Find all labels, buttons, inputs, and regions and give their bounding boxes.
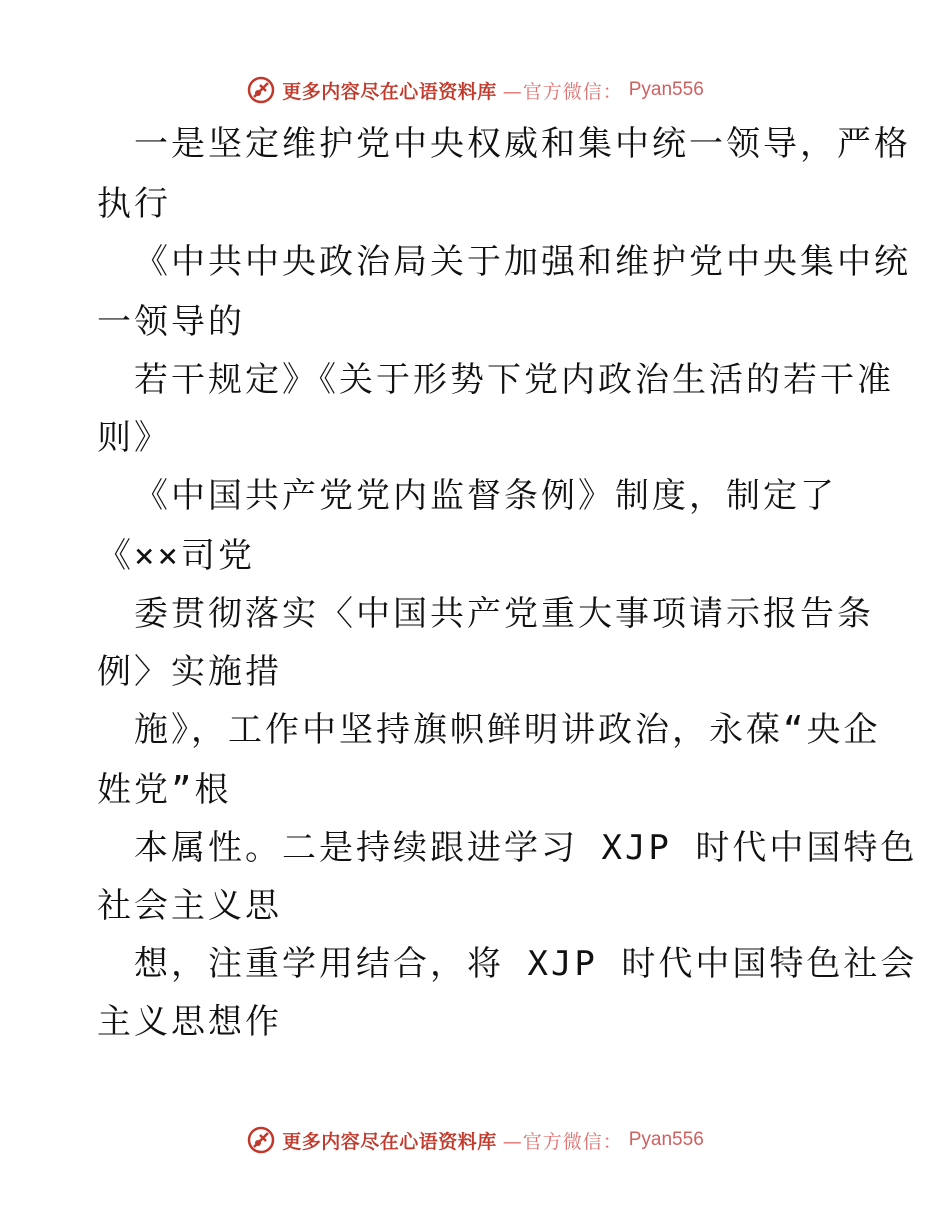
body-line: 想，注重学用结合，将 XJP 时代中国特色社会 xyxy=(134,944,918,984)
body-line: 社会主义思 xyxy=(97,886,282,926)
body-line: 若干规定》《关于形势下党内政治生活的若干准 xyxy=(134,360,894,400)
body-line: 一领导的 xyxy=(97,302,245,342)
header-banner-wechat-id: Pyan556 xyxy=(628,79,704,100)
quill-logo-icon xyxy=(246,75,276,105)
body-line: 《中共中央政治局关于加强和维护党中央集中统 xyxy=(134,242,911,282)
body-line: 则》 xyxy=(97,418,171,458)
body-line: 本属性。二是持续跟进学习 XJP 时代中国特色 xyxy=(134,828,918,868)
body-line: 例〉实施措 xyxy=(97,652,282,692)
body-line: 执行 xyxy=(97,184,171,224)
footer-banner-title: 更多内容尽在心语资料库 xyxy=(282,1130,497,1153)
body-line: 《中国共产党党内监督条例》制度，制定了 xyxy=(134,476,837,516)
body-line: 姓党”根 xyxy=(97,770,232,810)
quill-logo-icon xyxy=(246,1125,276,1155)
header-banner xyxy=(0,72,950,108)
body-line: 委贯彻落实〈中国共产党重大事项请示报告条 xyxy=(134,594,874,634)
body-line: 一是坚定维护党中央权威和集中统一领导，严格 xyxy=(134,124,911,164)
body-line: 《××司党 xyxy=(97,536,255,576)
footer-banner xyxy=(0,1122,950,1158)
body-line: 主义思想作 xyxy=(97,1002,282,1042)
header-banner-title: 更多内容尽在心语资料库 xyxy=(282,80,497,103)
footer-banner-wechat-id: Pyan556 xyxy=(628,1129,704,1150)
footer-banner-label: —官方微信： xyxy=(502,1130,623,1153)
body-line: 施》，工作中坚持旗帜鲜明讲政治，永葆“央企 xyxy=(134,710,881,750)
header-banner-label: —官方微信： xyxy=(502,80,623,103)
